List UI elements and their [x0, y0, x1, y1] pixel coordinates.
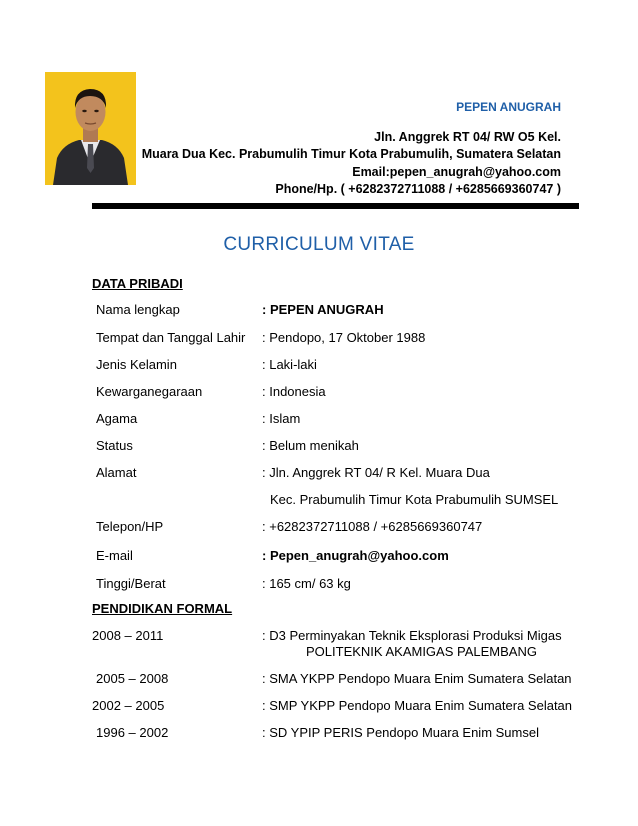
- row-label: Tempat dan Tanggal Lahir: [96, 330, 246, 345]
- row-value: : D3 Perminyakan Teknik Eksplorasi Produksi Migas: [262, 628, 562, 643]
- header-address-line2: Muara Dua Kec. Prabumulih Timur Kota Prabumulih, Sumatera Selatan: [141, 147, 561, 161]
- row-value: : Belum menikah: [262, 438, 359, 453]
- row-label: 1996 – 2002: [96, 725, 169, 740]
- row-label: 2005 – 2008: [96, 671, 169, 686]
- row-label: Kewarganegaraan: [96, 384, 203, 399]
- row-value: : Pendopo, 17 Oktober 1988: [262, 330, 426, 345]
- row-label: Jenis Kelamin: [96, 357, 177, 372]
- row-value: : SMA YKPP Pendopo Muara Enim Sumatera Selatan: [262, 671, 572, 686]
- header-divider: [92, 203, 579, 209]
- row-value: POLITEKNIK AKAMIGAS PALEMBANG: [306, 644, 537, 659]
- row-label: Status: [96, 438, 133, 453]
- header-email: Email:pepen_anugrah@yahoo.com: [352, 165, 561, 179]
- row-value: : +6282372711088 / +6285669360747: [262, 519, 483, 534]
- row-value: : Jln. Anggrek RT 04/ R Kel. Muara Dua: [262, 465, 490, 480]
- header-phone: Phone/Hp. ( +6282372711088 / +6285669360747 ): [275, 182, 561, 196]
- row-value: : Islam: [262, 411, 301, 426]
- row-label: 2008 – 2011: [92, 628, 164, 643]
- row-label: 2002 – 2005: [92, 698, 165, 713]
- row-value: : 165 cm/ 63 kg: [262, 576, 351, 591]
- row-value: : PEPEN ANUGRAH: [262, 302, 384, 317]
- row-value: : SD YPIP PERIS Pendopo Muara Enim Sumsel: [262, 725, 539, 740]
- page-title: CURRICULUM VITAE: [223, 234, 415, 255]
- header-name: PEPEN ANUGRAH: [456, 100, 561, 114]
- profile-photo: [45, 72, 136, 185]
- section-heading-personal: DATA PRIBADI: [92, 276, 183, 291]
- row-label: E-mail: [96, 548, 133, 563]
- row-value: : Indonesia: [262, 384, 326, 399]
- row-value: Kec. Prabumulih Timur Kota Prabumulih SUMSEL: [270, 492, 559, 507]
- section-heading-education: PENDIDIKAN FORMAL: [92, 601, 233, 616]
- row-value: : SMP YKPP Pendopo Muara Enim Sumatera Selatan: [262, 698, 573, 713]
- row-value: : Pepen_anugrah@yahoo.com: [262, 548, 449, 563]
- row-label: Tinggi/Berat: [96, 576, 166, 591]
- row-value: : Laki-laki: [262, 357, 317, 372]
- row-label: Agama: [96, 411, 138, 426]
- row-label: Telepon/HP: [96, 519, 164, 534]
- row-label: Alamat: [96, 465, 137, 480]
- header-address-line1: Jln. Anggrek RT 04/ RW O5 Kel.: [374, 130, 561, 144]
- row-label: Nama lengkap: [96, 302, 180, 317]
